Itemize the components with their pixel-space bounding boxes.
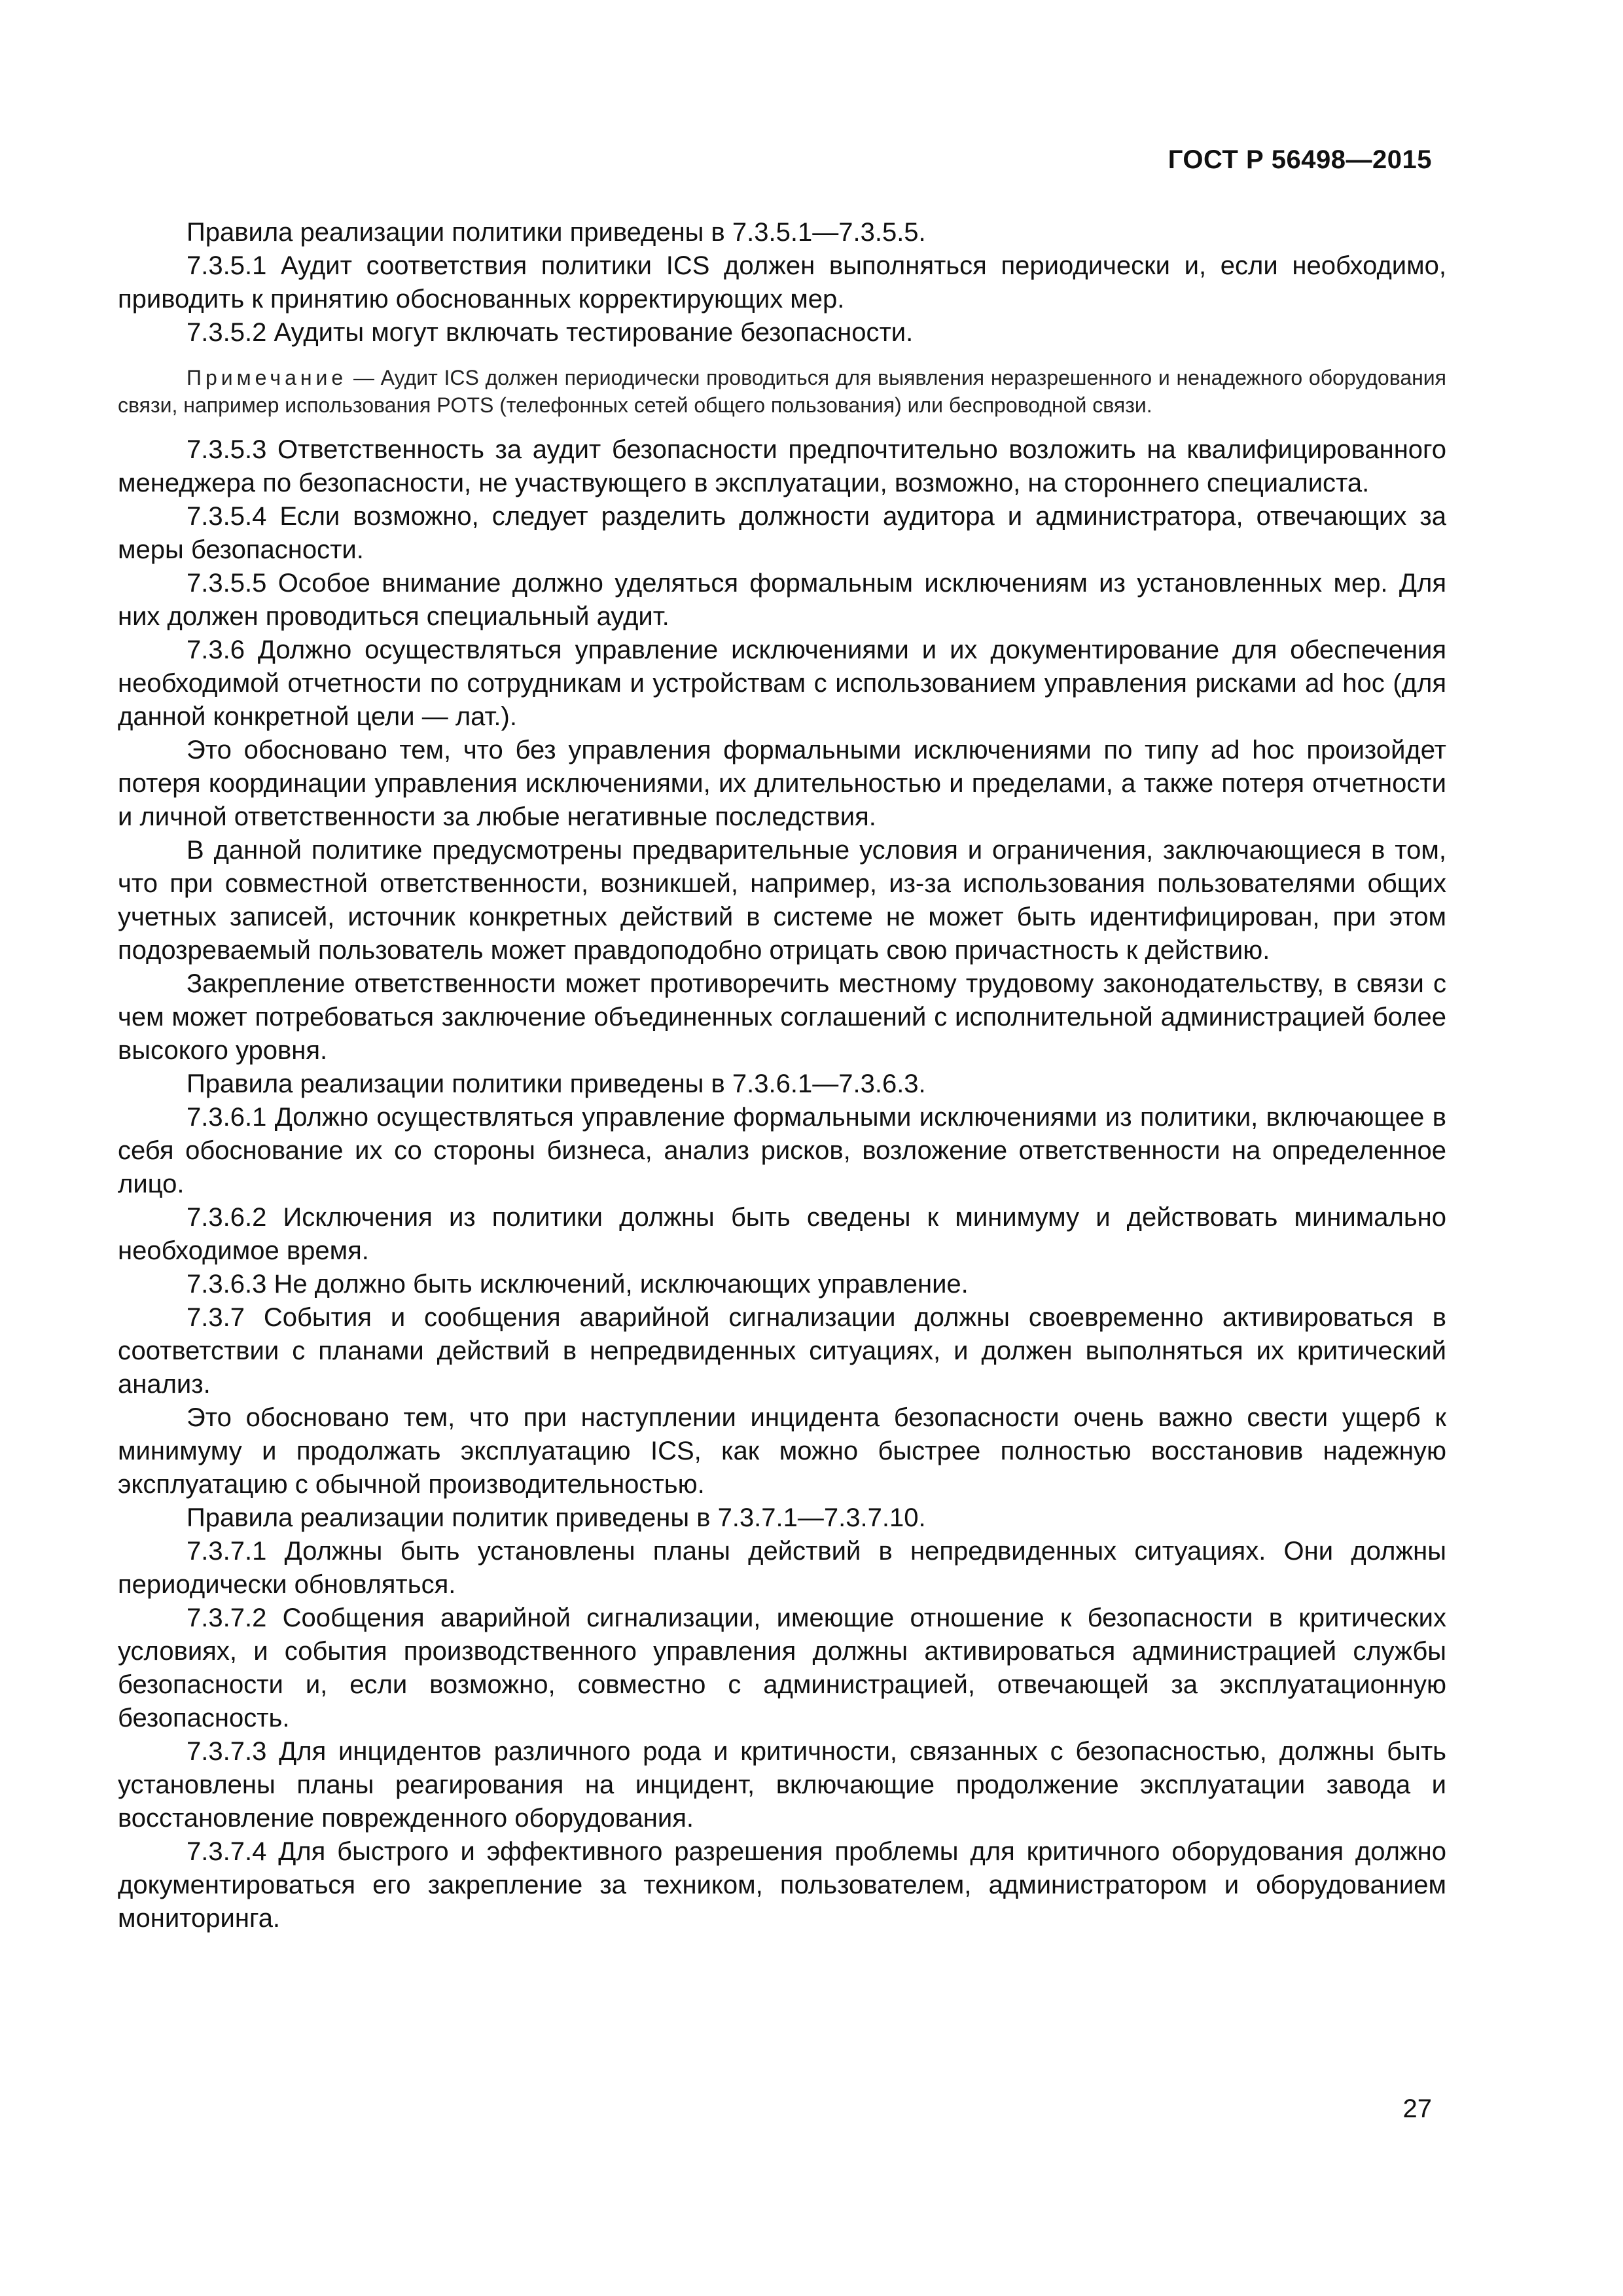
paragraph: 7.3.6.1 Должно осуществляться управление формальными исключениями из политики, включающее в себя обоснование их со стороны бизнеса, анализ рисков, возложение ответственности на определенное лицо. <box>118 1103 1446 1198</box>
paragraph: В данной политике предусмотрены предварительные условия и ограничения, заключающиеся в том, что при совместной ответственности, возникшей, например, из-за использования пользователями общих учетных записей, источник конкретных действий в системе не может быть идентифицирован, при этом подозреваемый пользователь может правдоподобно отрицать свою причастность к действию. <box>118 836 1446 965</box>
paragraph: Закрепление ответственности может противоречить местному трудовому законодательству, в связи с чем может потребоваться заключение объединенных соглашений с исполнительной администрацией более высокого уровня. <box>118 969 1446 1065</box>
paragraph: 7.3.5.3 Ответственность за аудит безопасности предпочтительно возложить на квалифицированного менеджера по безопасности, не участвующего в эксплуатации, возможно, на стороннего специалиста. <box>118 435 1446 497</box>
paragraph: 7.3.6.2 Исключения из политики должны быть сведены к минимуму и действовать минимально необходимое время. <box>118 1203 1446 1265</box>
paragraph: 7.3.6.3 Не должно быть исключений, исключающих управление. <box>187 1270 969 1299</box>
paragraph: 7.3.6 Должно осуществляться управление исключениями и их документирование для обеспечения необходимой отчетности по сотрудникам и устройствам с использованием управления рисками ad hoc (для данной конкретной цели — лат.). <box>118 636 1446 731</box>
paragraph: 7.3.5.5 Особое внимание должно уделяться формальным исключениям из установленных мер. Для них должен проводиться специальный аудит. <box>118 569 1446 631</box>
paragraph: 7.3.5.1 Аудит соответствия политики ICS должен выполняться периодически и, если необходимо, приводить к принятию обоснованных корректирующих мер. <box>118 251 1446 314</box>
paragraph: 7.3.7.2 Сообщения аварийной сигнализации, имеющие отношение к безопасности в критических условиях, и события производственного управления должны активироваться администрацией службы безопасности и, если возможно, совместно с администрацией, отвечающей за эксплуатационную безопасность. <box>118 1604 1446 1732</box>
page-number: 27 <box>1402 2094 1432 2123</box>
paragraph: 7.3.7.3 Для инцидентов различного рода и критичности, связанных с безопасностью, должны быть установлены планы реагирования на инцидент, включающие продолжение эксплуатации завода и восстановление поврежденного оборудования. <box>118 1737 1446 1833</box>
paragraph: Это обосновано тем, что при наступлении инцидента безопасности очень важно свести ущерб к минимуму и продолжать эксплуатацию ICS, как можно быстрее полностью восстановив надежную эксплуатацию с обычной производительностью. <box>118 1403 1446 1499</box>
note-label: Примечание <box>187 366 348 389</box>
paragraph: Правила реализации политик приведены в 7.3.7.1—7.3.7.10. <box>187 1503 926 1532</box>
paragraph: 7.3.7.1 Должны быть установлены планы действий в непредвиденных ситуациях. Они должны периодически обновляться. <box>118 1537 1446 1599</box>
note-block <box>118 364 1446 419</box>
page-body <box>118 216 1446 1935</box>
paragraph: 7.3.5.2 Аудиты могут включать тестирование безопасности. <box>187 318 914 347</box>
paragraph: 7.3.5.4 Если возможно, следует разделить должности аудитора и администратора, отвечающих за меры безопасности. <box>118 502 1446 564</box>
paragraph: 7.3.7 События и сообщения аварийной сигнализации должны своевременно активироваться в соответствии с планами действий в непредвиденных ситуациях, и должен выполняться их критический анализ. <box>118 1303 1446 1399</box>
paragraph: Это обосновано тем, что без управления формальными исключениями по типу ad hoc произойдет потеря координации управления исключениями, их длительностью и пределами, а также потеря отчетности и личной ответственности за любые негативные последствия. <box>118 736 1446 831</box>
paragraph: 7.3.7.4 Для быстрого и эффективного разрешения проблемы для критичного оборудования должно документироваться его закрепление за техником, пользователем, администратором и оборудованием мониторинга. <box>118 1837 1446 1933</box>
paragraph: Правила реализации политики приведены в 7.3.5.1—7.3.5.5. <box>187 218 926 247</box>
note-text: — Аудит ICS должен периодически проводиться для выявления неразрешенного и ненадежного оборудования связи, например использования POTS (телефонных сетей общего пользования) или беспроводной связи. <box>118 366 1446 417</box>
paragraph: Правила реализации политики приведены в 7.3.6.1—7.3.6.3. <box>187 1069 926 1098</box>
document-id-header: ГОСТ Р 56498—2015 <box>1168 145 1432 174</box>
